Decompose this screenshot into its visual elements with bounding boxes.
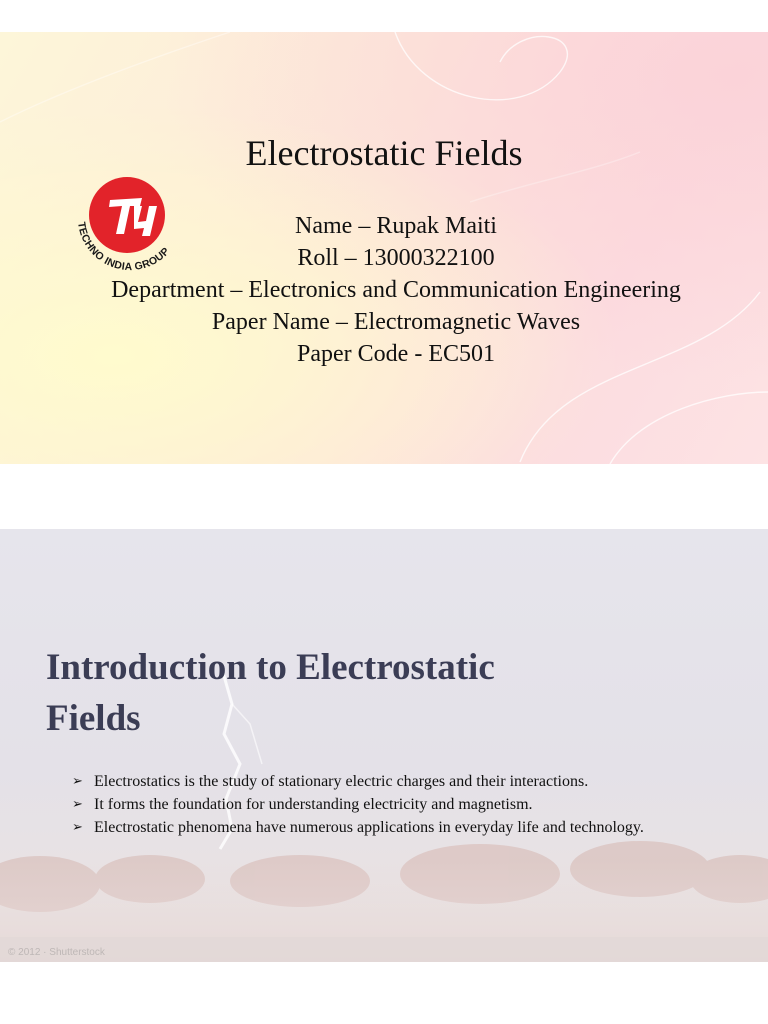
- department-line: Department – Electronics and Communication Engineering: [111, 277, 681, 303]
- heading-line-1: Introduction to Electrostatic: [46, 647, 495, 688]
- arrow-bullet-icon: ➢: [72, 774, 83, 789]
- paper-code-line: Paper Code - EC501: [297, 341, 495, 367]
- slide-title: Electrostatic Fields: [245, 133, 523, 173]
- image-watermark: © 2012 · Shutterstock: [8, 947, 105, 958]
- list-item: [70, 816, 670, 839]
- paper-name-line: Paper Name – Electromagnetic Waves: [211, 309, 581, 335]
- list-item: [70, 793, 670, 816]
- lightning-landscape-background: [0, 529, 768, 962]
- svg-text:TECHNO INDIA GROUP: TECHNO INDIA GROUP: [75, 221, 173, 274]
- list-item-text: Electrostatics is the study of stationary electric charges and their interactions.: [94, 773, 589, 790]
- list-item: [70, 770, 670, 793]
- name-line: Name – Rupak Maiti: [295, 213, 497, 239]
- arrow-bullet-icon: ➢: [72, 820, 83, 835]
- author-details: [0, 210, 768, 370]
- roll-line: Roll – 13000322100: [297, 245, 495, 271]
- list-item-text: Electrostatic phenomena have numerous applications in everyday life and technology.: [94, 819, 644, 836]
- slide-heading: [46, 642, 726, 744]
- title-slide: [0, 32, 768, 464]
- list-item-text: It forms the foundation for understanding electricity and magnetism.: [94, 796, 533, 813]
- introduction-slide: [0, 529, 768, 962]
- arrow-bullet-icon: ➢: [72, 797, 83, 812]
- bullet-list: [70, 770, 670, 839]
- heading-line-2: Fields: [46, 698, 141, 739]
